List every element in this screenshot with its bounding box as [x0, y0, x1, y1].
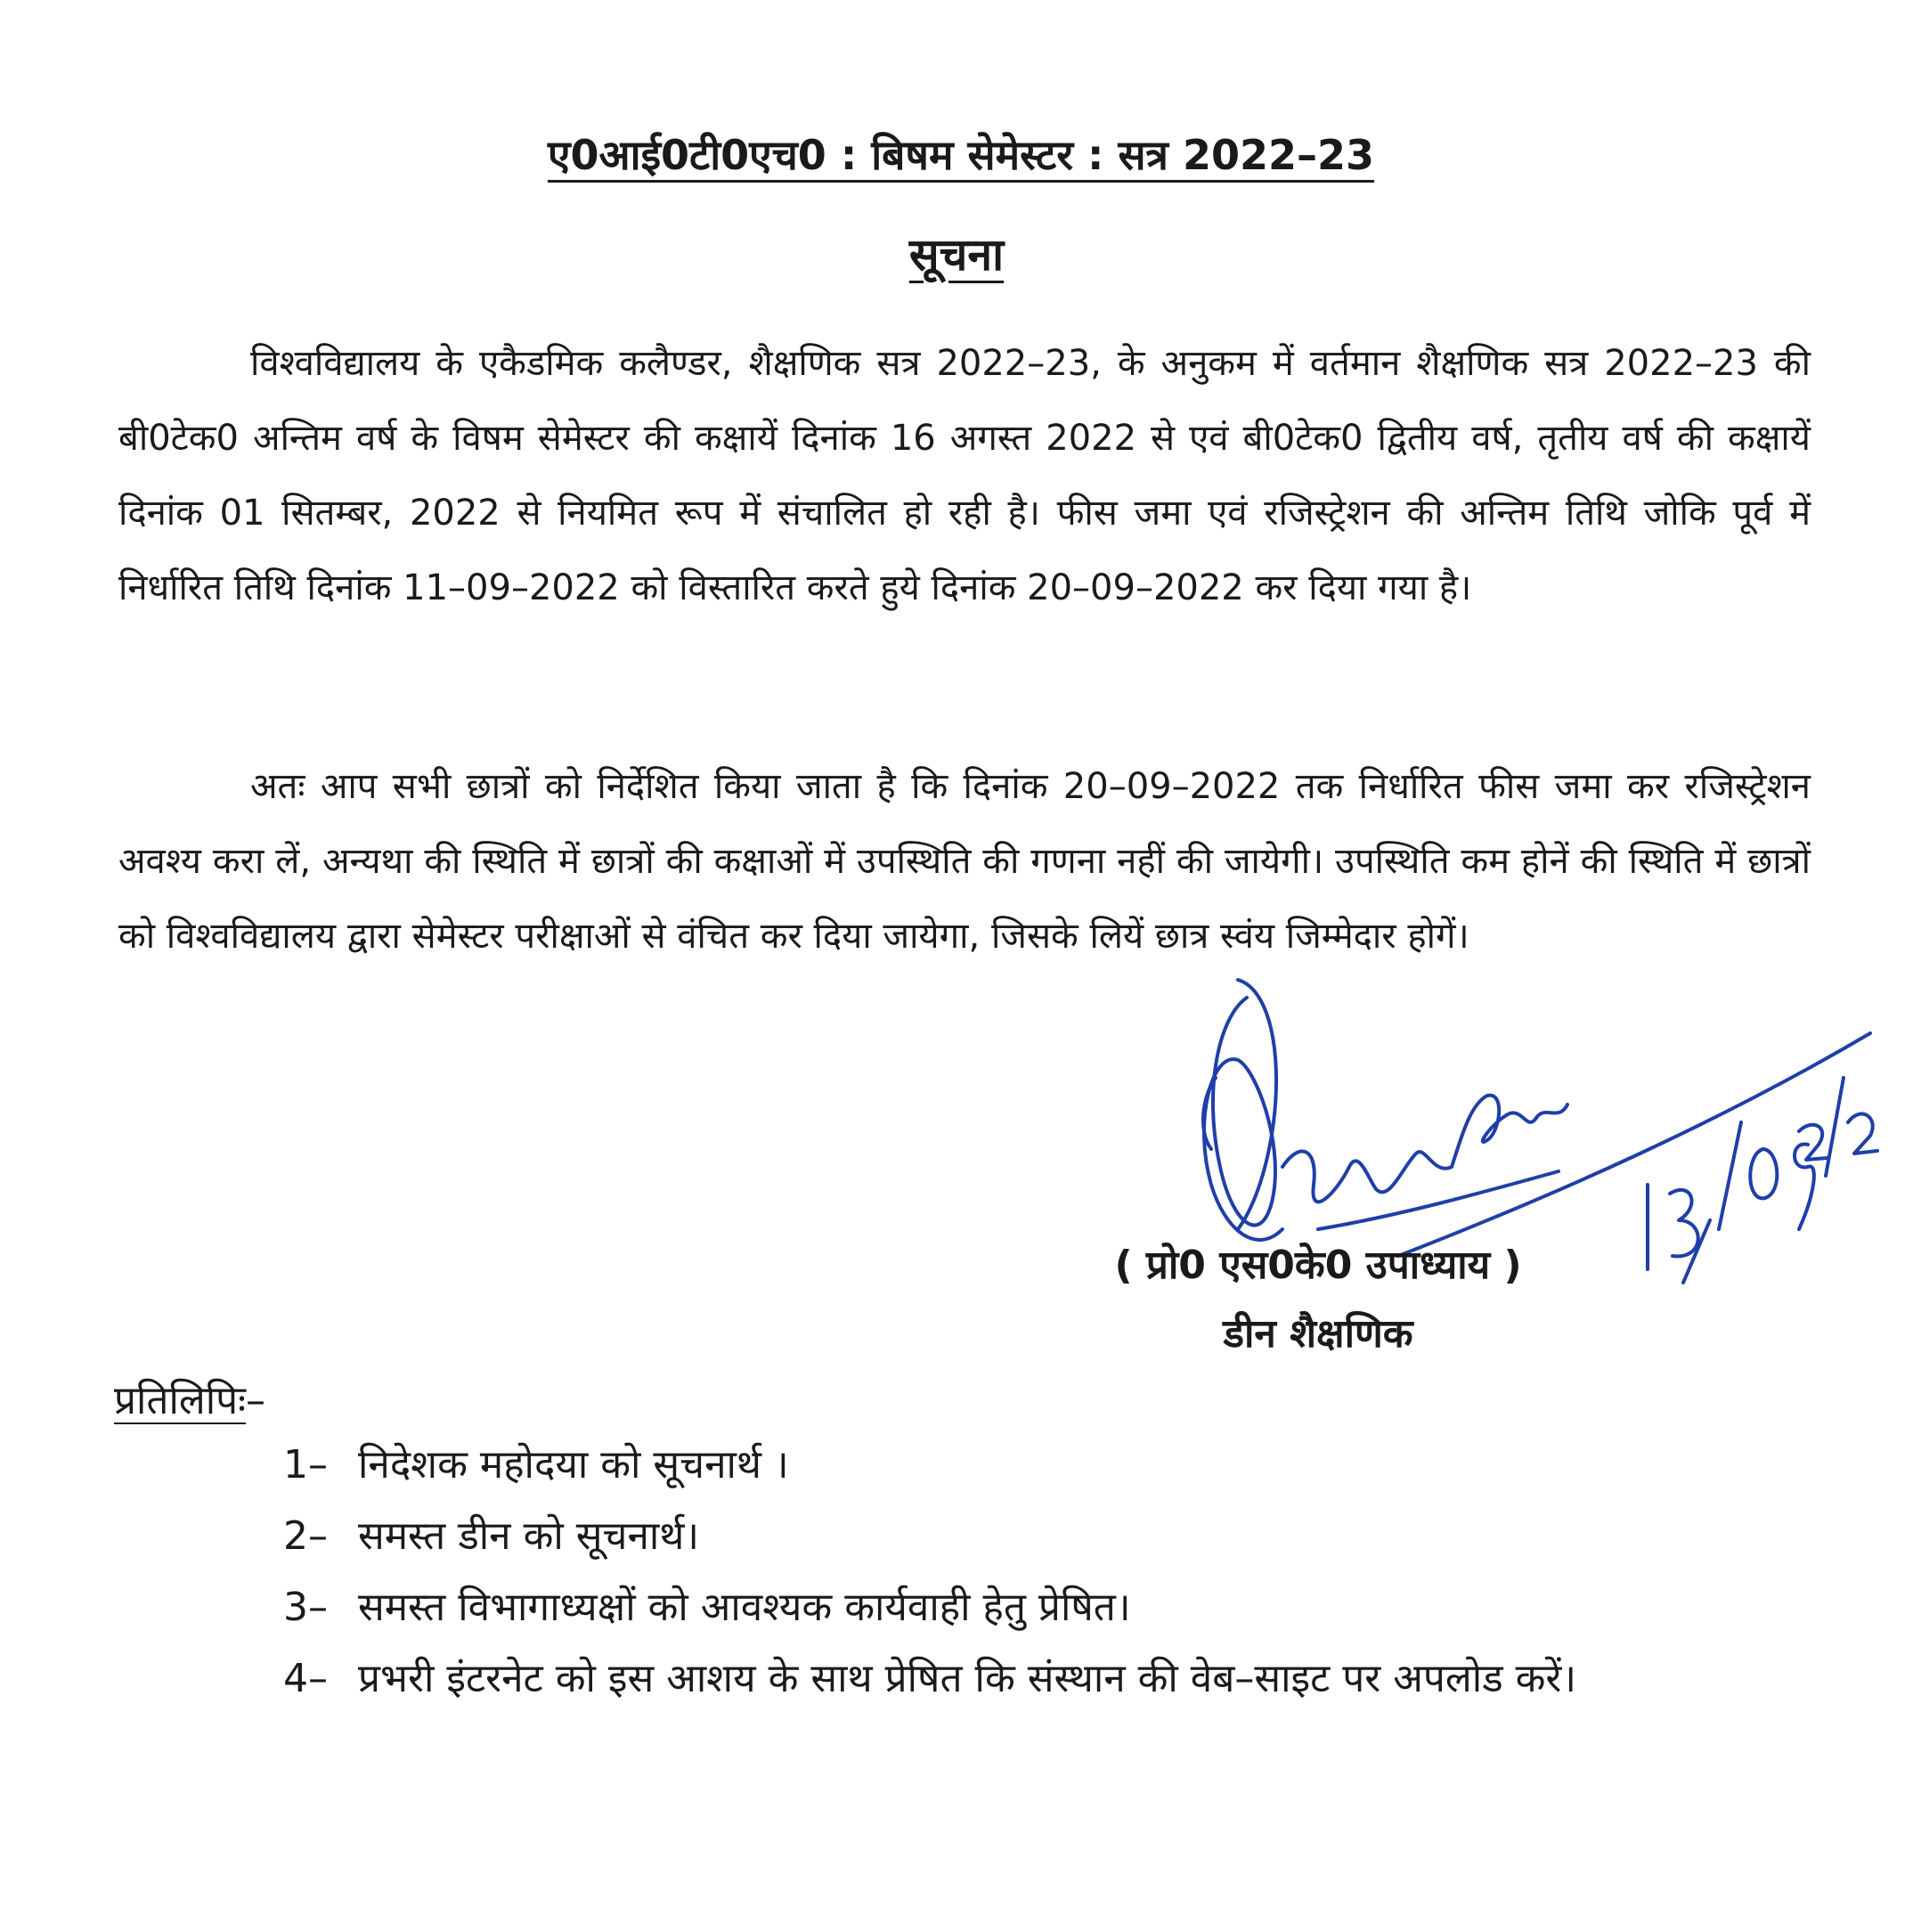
notice-title: ए0आई0टी0एच0 : बिषम सेमेस्टर : सत्र 2022–23 — [548, 131, 1374, 179]
list-item-number: 2– — [283, 1513, 328, 1559]
list-item-number: 3– — [283, 1585, 328, 1630]
list-item — [283, 1434, 1744, 1496]
copy-to-list — [283, 1434, 1744, 1719]
signatory-name: ( प्रो0 एस0के0 उपाध्याय ) — [1114, 1243, 1522, 1288]
list-item — [283, 1577, 1744, 1639]
list-item-text: प्रभरी इंटरनेट को इस आशय के साथ प्रेषित कि संस्थान की वेब–साइट पर अपलोड करें। — [358, 1656, 1577, 1701]
list-item-text: समस्त विभागाध्यक्षों को आवश्यक कार्यवाही हेतु प्रेषित। — [358, 1585, 1131, 1630]
notice-subtitle: सूचना — [908, 229, 1005, 281]
signatory-designation: डीन शैक्षणिक — [1223, 1311, 1413, 1357]
copy-to-label-suffix: – — [246, 1378, 266, 1423]
list-item — [283, 1505, 1744, 1568]
list-item-text: निदेशक महोदया को सूचनार्थ । — [358, 1442, 789, 1488]
notice-paragraph-2: अतः आप सभी छात्रों को निर्देशित किया जाता है कि दिनांक 20–09–2022 तक निर्धारित फीस जमा कर रजिस्ट्रेशन अवश्य करा लें, अन्यथा की स्थिति में छात्रों की कक्षाओं में उपस्थिति की गणना नहीं की जायेगी। उपस्थिति कम होनें की स्थिति में छात्रों को विश्वविद्यालय द्वारा सेमेस्टर परीक्षाओं से वंचित कर दिया जायेगा, जिसके लियें छात्र स्वंय जिम्मेदार होगें। — [118, 766, 1811, 957]
list-item-number: 4– — [283, 1656, 328, 1701]
list-item — [283, 1648, 1744, 1710]
list-item-text: समस्त डीन को सूचनार्थ। — [358, 1513, 700, 1559]
copy-to-label-text: प्रतिलिपिः — [114, 1378, 247, 1423]
copy-to-label — [114, 1372, 265, 1425]
list-item-number: 1– — [283, 1442, 328, 1488]
notice-paragraph-1: विश्वविद्यालय के एकैडमिक कलैण्डर, शैक्षणिक सत्र 2022–23, के अनुकम में वर्तमान शैक्षणिक सत्र 2022–23 की बी0टेक0 अन्तिम वर्ष के विषम सेमेस्टर की कक्षायें दिनांक 16 अगस्त 2022 से एवं बी0टेक0 द्वितीय वर्ष, तृतीय वर्ष की कक्षायें दिनांक 01 सितम्बर, 2022 से नियमित रूप में संचालित हो रही है। फीस जमा एवं रजिस्ट्रेशन की अन्तिम तिथि जोकि पूर्व में निर्धारित तिथि दिनांक 11–09–2022 को विस्तारित करते हुये दिनांक 20–09–2022 कर दिया गया है। — [118, 343, 1811, 608]
